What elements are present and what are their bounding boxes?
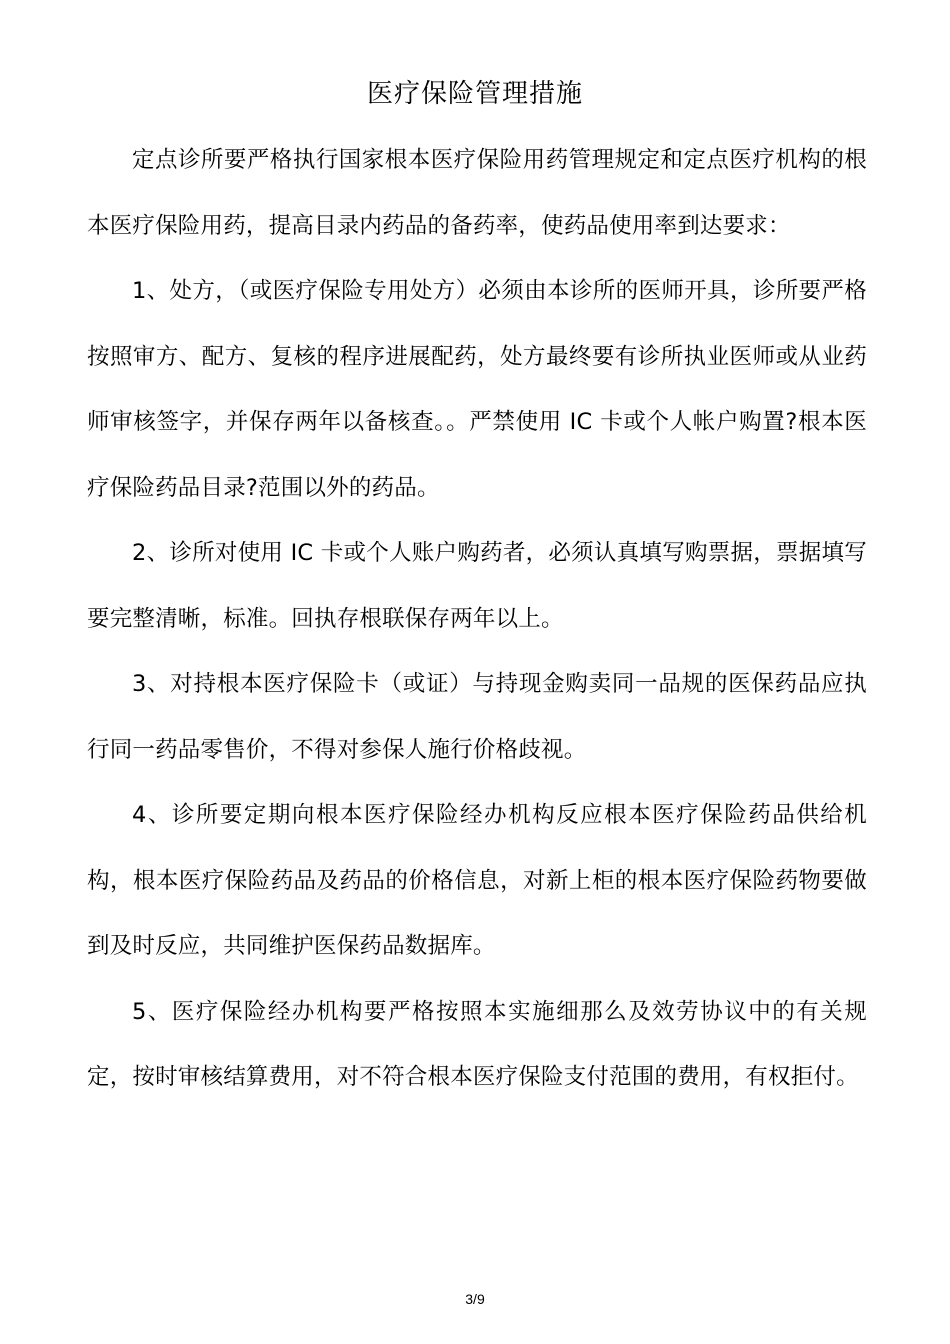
document-title: 医疗保险管理措施 <box>366 79 583 109</box>
paragraph-item-3: 3、对持根本医疗保险卡（或证）与持现金购卖同一品规的医保药品应执行同一药品零售价，不得对参保人施行价格歧视。 <box>87 671 867 763</box>
paragraph-intro: 定点诊所要严格执行国家根本医疗保险用药管理规定和定点医疗机构的根本医疗保险用药，提高目录内药品的备药率，使药品使用率到达要求： <box>87 147 867 239</box>
paragraph-item-4: 4、诊所要定期向根本医疗保险经办机构反应根本医疗保险药品供给机构，根本医疗保险药品及药品的价格信息，对新上柜的根本医疗保险药物要做到及时反应，共同维护医保药品数据库。 <box>87 802 867 959</box>
paragraph-item-1: 1、处方，（或医疗保险专用处方）必须由本诊所的医师开具，诊所要严格按照审方、配方、复核的程序进展配药，处方最终要有诊所执业医师或从业药师审核签字，并保存两年以备核查。。严禁使用 IC 卡或个人帐户购置?根本医疗保险药品目录?范围以外的药品。 <box>87 278 867 501</box>
document-body <box>87 128 867 1111</box>
paragraph-item-2: 2、诊所对使用 IC 卡或个人账户购药者，必须认真填写购票据，票据填写要完整清晰，标准。回执存根联保存两年以上。 <box>87 540 867 632</box>
page-number: 3/9 <box>465 1291 485 1307</box>
paragraph-item-5: 5、医疗保险经办机构要严格按照本实施细那么及效劳协议中的有关规定，按时审核结算费用，对不符合根本医疗保险支付范围的费用，有权拒付。 <box>87 998 867 1090</box>
